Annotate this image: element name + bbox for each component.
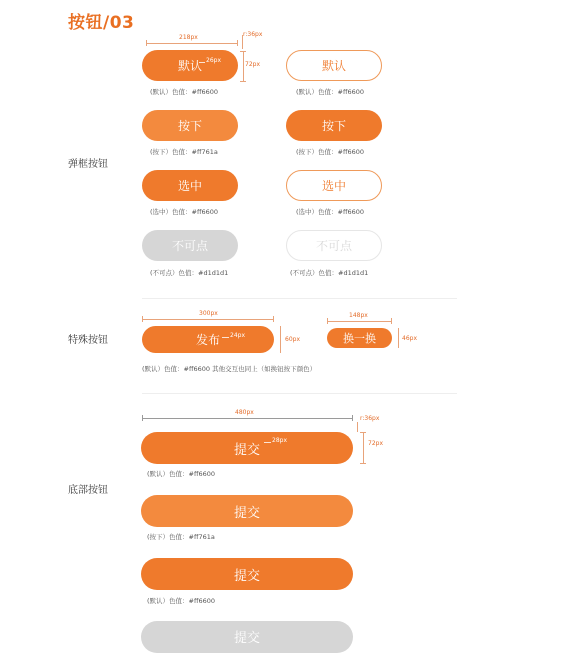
publish-font-size-line [222,337,229,338]
swap-height-dim: 46px [402,335,417,342]
publish-width-dim: 300px [199,310,218,317]
section-label-special: 特殊按钮 [68,335,108,346]
bottom-width-dim: 480px [235,409,254,416]
submit-pressed-label: 提交 [233,505,260,521]
submit-disabled-label: 提交 [233,631,260,646]
publish-width-tick-left [142,316,143,322]
swap-height-line [398,328,399,348]
publish-width-tick-right [273,316,274,322]
submit-font-size-line [264,442,271,443]
popup-disabled-right-caption: (不可点）色值：#d1d1d1 [290,269,369,277]
popup-width-dim: 218px [179,34,198,41]
popup-height-line [243,51,244,81]
bottom-radius-dim: r:36px [360,415,380,422]
swap-width-tick-right [391,318,392,324]
submit-font-size-note: 28px [272,437,287,444]
bottom-width-line [142,418,353,419]
publish-button[interactable] [142,326,274,353]
section-label-popup: 弹框按钮 [68,159,108,170]
submit-default-button[interactable] [141,432,353,464]
popup-width-tick-left [146,40,147,46]
popup-height-tick-bottom [240,81,246,82]
swap-label: 换一换 [343,332,376,345]
submit-disabled-button[interactable] [141,621,353,653]
bottom-width-tick-right [352,415,353,421]
submit-default-caption: (默认）色值：#ff6600 [147,470,216,478]
popup-selected-outline-label: 选中 [321,179,346,193]
popup-default-filled-label: 默认 [177,59,202,73]
popup-pressed-second-label: 按下 [321,119,346,133]
popup-pressed-left-caption: (按下）色值：#ff761a [150,148,218,156]
publish-height-line [280,326,281,353]
special-caption: (默认）色值：#ff6600 其他交互也同上（如换钮按下颜色） [142,365,317,373]
bottom-height-line [363,432,364,464]
bottom-radius-line [357,422,358,432]
popup-radius-dim: r:36px [243,31,263,38]
popup-disabled-filled-label: 不可点 [171,239,208,253]
swap-width-line [327,321,392,322]
swap-width-tick-left [327,318,328,324]
popup-height-dim: 72px [245,61,260,68]
bottom-height-tick-bottom [360,463,366,464]
submit-pressed-caption: (按下）色值：#ff761a [147,533,215,541]
section-label-bottom: 底部按钮 [68,485,108,496]
popup-selected-left-caption: (选中）色值：#ff6600 [150,208,219,216]
page-title: 按钮/03 [68,13,135,33]
swap-button[interactable] [327,328,392,348]
popup-pressed-filled-label: 按下 [177,119,202,133]
section-divider-2 [142,393,457,394]
popup-height-tick-top [240,51,246,52]
submit-default-label: 提交 [233,442,260,458]
popup-pressed-second-button[interactable] [286,110,382,141]
popup-disabled-filled-button[interactable] [142,230,238,261]
publish-height-dim: 60px [285,336,300,343]
popup-selected-filled-label: 选中 [177,179,202,193]
submit-selected-caption: (默认）色值：#ff6600 [147,597,216,605]
popup-selected-filled-button[interactable] [142,170,238,201]
publish-font-size-note: 24px [230,332,245,339]
popup-default-outline-label: 默认 [321,59,346,73]
popup-disabled-left-caption: (不可点）色值：#d1d1d1 [150,269,229,277]
submit-selected-label: 提交 [233,568,260,584]
submit-pressed-button[interactable] [141,495,353,527]
publish-label: 发布 [195,333,220,347]
swap-width-dim: 148px [349,312,368,319]
popup-disabled-outline-button[interactable] [286,230,382,261]
popup-width-tick-right [237,40,238,46]
popup-pressed-right-caption: (按下）色值：#ff6600 [296,148,365,156]
popup-default-filled-button[interactable] [142,50,238,81]
popup-selected-right-caption: (选中）色值：#ff6600 [296,208,365,216]
bottom-height-tick-top [360,432,366,433]
popup-disabled-outline-label: 不可点 [315,239,352,253]
publish-width-line [142,319,274,320]
bottom-height-dim: 72px [368,440,383,447]
popup-default-outline-button[interactable] [286,50,382,81]
popup-selected-outline-button[interactable] [286,170,382,201]
popup-font-size-line [199,62,205,63]
popup-default-left-caption: (默认）色值：#ff6600 [150,88,219,96]
submit-selected-button[interactable] [141,558,353,590]
section-divider-1 [142,298,457,299]
popup-pressed-filled-button[interactable] [142,110,238,141]
bottom-width-tick-left [142,415,143,421]
popup-radius-line [242,35,243,49]
popup-default-right-caption: (默认）色值：#ff6600 [296,88,365,96]
popup-font-size-note: 26px [206,57,221,64]
popup-width-line [146,43,238,44]
